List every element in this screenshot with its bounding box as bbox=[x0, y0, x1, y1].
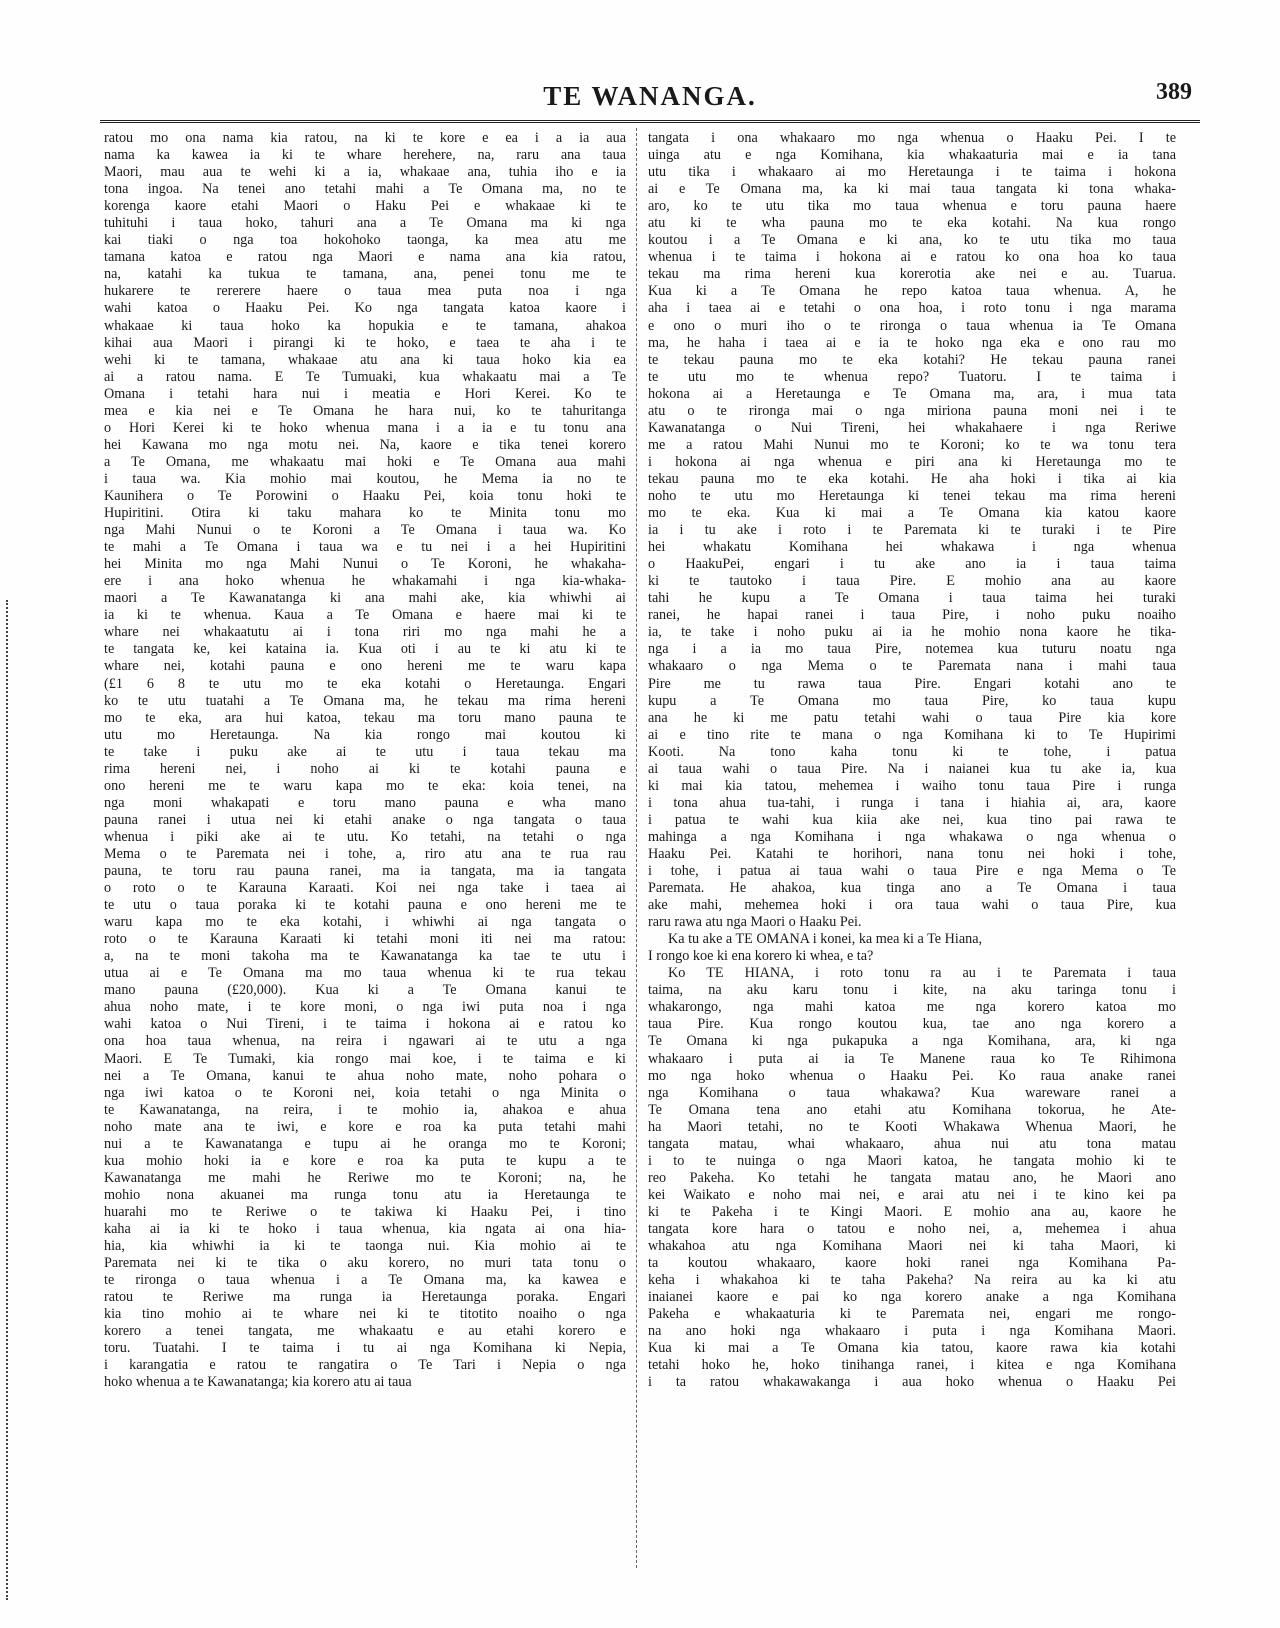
text-line: te Kawanatanga, na reira, i te mohio ia, ahakoa e ahua bbox=[104, 1101, 626, 1118]
text-line: nga Mahi Nunui o te Koroni a Te Omana i taua wa. Ko bbox=[104, 522, 626, 539]
text-line: (£1 6 8 te utu mo te eka kotahi o Heretaunga. Engari bbox=[104, 675, 626, 692]
text-line: ahua noho mate, i te kore moni, o nga iwi puta noa i nga bbox=[104, 999, 626, 1016]
text-line: ratou mo ona nama kia ratou, na ki te kore e ea i a ia aua bbox=[104, 130, 626, 146]
text-line: Kawanatanga o Nui Tireni, hei whakahaere i nga Reriwe bbox=[648, 419, 1176, 436]
text-line: i tohe, i patua ai taua wahi o taua Pire e nga Mema o Te bbox=[648, 863, 1176, 880]
text-line: hukarere te rererere haere o taua mea puta noa i nga bbox=[104, 283, 626, 300]
text-line: o HaakuPei, engari i tu ake ano ia i taua taima bbox=[648, 556, 1176, 573]
text-line: me a ratou Mahi Nunui mo te Koroni; ko te wa tonu tera bbox=[648, 436, 1176, 453]
text-line: tetahi hoko he, hoko tinihanga ranei, i kitea e nga Komihana bbox=[648, 1357, 1176, 1374]
text-line: Kua ki a Te Omana he repo katoa taua whenua. A, he bbox=[648, 283, 1176, 300]
text-line: atu ki te wha pauna mo te eka kotahi. Na kua rongo bbox=[648, 215, 1176, 232]
text-line: te mahi a Te Omana i taua wa e tu nei i a hei Hupiritini bbox=[104, 539, 626, 556]
text-line: te utu mo te whenua repo? Tuatoru. I te taima i bbox=[648, 368, 1176, 385]
text-line: whare nei, kotahi pauna e ono hereni me te waru kapa bbox=[104, 658, 626, 675]
text-line: i taua wa. Kia mohio mai koutou, he Mema ia no te bbox=[104, 470, 626, 487]
text-line: ha Maori tetahi, no te Kooti Whakawa Whenua Maori, he bbox=[648, 1118, 1176, 1135]
text-line: ma, he haha i taea ai e ia te hoko nga eka e ono rau mo bbox=[648, 334, 1176, 351]
text-line: tekau pauna mo te eka kotahi. He aha hoki i tika ai kia bbox=[648, 470, 1176, 487]
right-column bbox=[648, 130, 1176, 1570]
text-line: kua mohio hoki ia e kore e roa ka puta te kupu a te bbox=[104, 1152, 626, 1169]
text-line: hei whakatu Komihana hei whakawa i nga whenua bbox=[648, 539, 1176, 556]
text-line: roto o te Karauna Karaati ki tetahi moni iti nei ma ratou: bbox=[104, 931, 626, 948]
text-line: ai e tino rite te mana o nga Komihana ki to Te Hupirimi bbox=[648, 726, 1176, 743]
text-line: Maori, mau aua te wehi ki a ia, whakaae ana, tuhia iho e ia bbox=[104, 164, 626, 181]
text-line: ia, te take i noho puku ai ia he mohio nona kaore he tika- bbox=[648, 624, 1176, 641]
text-line: ake mahi, mehemea hoki i ora taua wahi o taua Pire, kua bbox=[648, 897, 1176, 914]
text-line: inaianei kaore e pai ko nga korero anake a nga Komihana bbox=[648, 1289, 1176, 1306]
text-line: aro, ko te utu tika mo taua whenua e toru pauna haere bbox=[648, 198, 1176, 215]
text-line: tuhituhi i taua hoko, tahuri ana a Te Omana ma ki nga bbox=[104, 215, 626, 232]
text-line: hokona ai a Heretaunga e Te Omana ma, ara, i mua tata bbox=[648, 385, 1176, 402]
text-line: Te Omana ki nga pukapuka a nga Komihana, ara, ki nga bbox=[648, 1033, 1176, 1050]
text-line: i to te nuinga o nga Maori katoa, he tangata mohio ki te bbox=[648, 1152, 1176, 1169]
text-line: nui a te Kawanatanga e tupu ai he oranga mo te Koroni; bbox=[104, 1135, 626, 1152]
text-line: ana he ki me patu tetahi wahi o taua Pire kia kore bbox=[648, 709, 1176, 726]
text-line: whakaaro o nga Mema o te Paremata nana i mahi taua bbox=[648, 658, 1176, 675]
text-line: Kaunihera o Te Porowini o Haaku Pei, koia tonu hoki te bbox=[104, 487, 626, 504]
text-line: taima, na aku karu tonu i kite, na aku taringa tonu i bbox=[648, 982, 1176, 999]
text-line: i patua te wahi kua kiia ake nei, kua tino pai rawa te bbox=[648, 811, 1176, 828]
text-line: wehi ki te tamana, whakaae atu ana ki taua hoko kia ea bbox=[104, 351, 626, 368]
text-line: noho mate ana te iwi, e kore e roa ka puta tetahi mahi bbox=[104, 1118, 626, 1135]
text-line: ona hoa taua whenua, na reira i ngawari ai te utu a nga bbox=[104, 1033, 626, 1050]
text-line: atu o te rironga mai o nga miriona pauna moni nei i te bbox=[648, 402, 1176, 419]
text-line: kei Waikato e noho mai nei, e arai atu nei i te kino kei pa bbox=[648, 1186, 1176, 1203]
text-line: wahi katoa o Nui Tireni, i te taima i hokona ai e ratou ko bbox=[104, 1016, 626, 1033]
text-line: tona ingoa. Na tenei ano tetahi mahi a Te Omana ma, no te bbox=[104, 181, 626, 198]
text-line: Kua ki mai a Te Omana kia tatou, kaore rawa kia kotahi bbox=[648, 1340, 1176, 1357]
text-line: nga iwi katoa o te Koroni nei, koia tetahi o nga Minita o bbox=[104, 1084, 626, 1101]
text-line: na ano hoki nga whakaaro i puta i nga Komihana Maori. bbox=[648, 1323, 1176, 1340]
text-line: kupu a Te Omana mo taua Pire, ko taua kupu bbox=[648, 692, 1176, 709]
text-line: I rongo koe ki ena korero ki whea, e ta? bbox=[648, 948, 874, 965]
page-number: 389 bbox=[1156, 79, 1192, 105]
text-line: Paremata nei ki te tika o aku korero, no muri tata tonu o bbox=[104, 1255, 626, 1272]
text-line: Kawanatanga me mahi he Reriwe mo te Koroni; na, he bbox=[104, 1169, 626, 1186]
text-line: tamana katoa e ratou nga Maori e nama ana kia ratou, bbox=[104, 249, 626, 266]
text-line: Maori. E Te Tumaki, kia rongo mai koe, i te taima e ki bbox=[104, 1050, 626, 1067]
text-line: kaha ai ia ki te hoko i taua whenua, kia ngata ai ona hia- bbox=[104, 1221, 626, 1237]
text-line: utu tika i whakaaro ai mo Heretaunga i te taima i hokona bbox=[648, 164, 1176, 181]
text-line: kihai aua Maori i pirangi ki te hoko, e taea te aha i te bbox=[104, 334, 626, 351]
text-line: tangata matau, whai whakaaro, ahua nui atu tona matau bbox=[648, 1135, 1176, 1152]
text-line: i tona ahua tua-tahi, i runga i tana i hiahia ai, ara, kaore bbox=[648, 794, 1176, 811]
text-line: mohio nona akuanei ma runga tonu atu ia Heretaunga te bbox=[104, 1186, 626, 1203]
page-header bbox=[100, 75, 1200, 115]
text-line: Paremata. He ahakoa, kua tinga ano a Te Omana i taua bbox=[648, 880, 1176, 897]
text-line: tekau ma rima hereni kua korerotia ake nei e au. Tuarua. bbox=[648, 266, 1176, 283]
text-line: Mema o te Paremata nei i tohe, a, riro atu ana te rua rau bbox=[104, 845, 626, 862]
text-line: ko te utu tuatahi a Te Omana ma, he tekau ma rima hereni bbox=[104, 692, 626, 709]
text-line: mo te eka. Kua ki mai a Te Omana kia katou kaore bbox=[648, 505, 1176, 522]
text-line: nei a Te Omana, kanui te ahua noho mate, noho pohara o bbox=[104, 1067, 626, 1084]
text-line: na, katahi ka tukua te tamana, ana, penei tonu me te bbox=[104, 266, 626, 283]
text-line: te tangata ke, kei kataina ia. Kua oti i au te ki atu ki te bbox=[104, 641, 626, 658]
text-line: Omana i tetahi hara nui i meatia e Hori Kerei. Ko te bbox=[104, 385, 626, 402]
text-line: koutou i a Te Omana e ki ana, ko te utu tika mo taua bbox=[648, 232, 1176, 249]
text-line: kia tino mohio ai te whare nei ki te titotito noaiho o nga bbox=[104, 1306, 626, 1323]
text-line: Te Omana tena ano etahi atu Komihana tokorua, he Ate- bbox=[648, 1101, 1176, 1118]
text-line: whenua i te taima i hokona ai e ratou ko ona hoa ko taua bbox=[648, 249, 1176, 266]
text-line: whakahoa atu nga Komihana Maori nei ki taha Maori, ki bbox=[648, 1238, 1176, 1255]
text-line: e ono o muri iho o te rironga o taua whenua ia Te Omana bbox=[648, 317, 1176, 334]
text-line: pauna, te toru rau pauna ranei, ma ia tangata, ma ia tangata bbox=[104, 863, 626, 880]
text-line: whenua i piki ake ai te utu. Ko tetahi, na tetahi o nga bbox=[104, 828, 626, 845]
column-divider bbox=[636, 128, 637, 1568]
text-line: hei Kawana mo nga motu nei. Na, kaore e tika tenei korero bbox=[104, 436, 626, 453]
text-line: pauna ranei i utua nei ki etahi anake o nga tangata o taua bbox=[104, 811, 626, 828]
text-line: taua Pire. Kua rongo koutou kua, tae ano nga korero a bbox=[648, 1016, 1176, 1033]
text-line: utua ai e Te Omana ma mo taua whenua ki te rua tekau bbox=[104, 965, 626, 982]
text-line: nga moni whakapati e toru mano pauna e wha mano bbox=[104, 794, 626, 811]
text-line: mea e kia nei e Te Omana he hara nui, ko te tahuritanga bbox=[104, 402, 626, 419]
text-line: tangata i ona whakaaro mo nga whenua o Haaku Pei. I te bbox=[648, 130, 1176, 146]
text-line: a Te Omana, me whakaatu mai hoki e Te Omana aua mahi bbox=[104, 453, 626, 470]
text-line: korero a tenei tangata, me whakaatu e au etahi korero e bbox=[104, 1323, 626, 1340]
text-line: whakaaro i puta ai ia Te Manene raua ko Te Rihimona bbox=[648, 1050, 1176, 1067]
text-line: korenga kaore etahi Maori o Haku Pei e whakaae ki te bbox=[104, 198, 626, 215]
text-line: waru kapa mo te eka kotahi, i whiwhi ai nga tangata o bbox=[104, 914, 626, 931]
text-line: Ko TE HIANA, i roto tonu ra au i te Paremata i taua bbox=[668, 965, 1176, 982]
text-line: o roto o te Karauna Karaati. Koi nei nga take i taea ai bbox=[104, 880, 626, 897]
text-line: hei Minita mo nga Mahi Nunui o Te Koroni, he whakaha- bbox=[104, 556, 626, 573]
header-rule bbox=[100, 120, 1200, 123]
text-line: Pire me tu rawa taua Pire. Engari kotahi ano te bbox=[648, 675, 1176, 692]
text-line: Hupiritini. Otira ki taku mahara ko te Minita tonu mo bbox=[104, 505, 626, 522]
text-line: nama ka kawea ia ki te whare herehere, na, raru ana taua bbox=[104, 147, 626, 164]
text-line: ta koutou whakaaro, kaore hoki ranei nga Komihana Pa- bbox=[648, 1255, 1176, 1272]
text-line: huarahi mo te Reriwe o te takiwa ki Haaku Pei, i tino bbox=[104, 1203, 626, 1220]
text-line: ai taua wahi o taua Pire. Na i naianei kua tu ake ia, kua bbox=[648, 760, 1176, 777]
text-line: whare nei whakaatutu ai i tona riri mo nga mahi he a bbox=[104, 624, 626, 641]
text-line: i karangatia e ratou te rangatira o Te Tari i Nepia o nga bbox=[104, 1357, 626, 1374]
text-line: te tekau pauna mo te eka kotahi? He tekau pauna ranei bbox=[648, 351, 1176, 368]
text-line: whakaae ki taua hoko ka hopukia e te tamana, ahakoa bbox=[104, 317, 626, 334]
text-line: ere i ana hoko whenua he whakamahi i nga kia-whaka- bbox=[104, 573, 626, 590]
text-line: raru rawa atu nga Maori o Haaku Pei. bbox=[648, 914, 862, 931]
text-line: te rironga o taua whenua i a Te Omana ma, ka kawea e bbox=[104, 1272, 626, 1289]
text-line: hia, kia whiwhi ia ki te taonga nui. Kia mohio ai te bbox=[104, 1238, 626, 1255]
text-line: whakarongo, nga mahi katoa me nga korero katoa mo bbox=[648, 999, 1176, 1016]
text-line: wahi katoa o Haaku Pei. Ko nga tangata katoa kaore i bbox=[104, 300, 626, 317]
text-line: ia i tu ake i roto i te Paremata ki te turaki i te Pire bbox=[648, 522, 1176, 539]
text-line: mano pauna (£20,000). Kua ki a Te Omana kanui te bbox=[104, 982, 626, 999]
text-line: tangata kore hara o tatou e noho nei, a, mehemea i ahua bbox=[648, 1221, 1176, 1237]
text-line: ai a ratou nama. E Te Tumuaki, kua whakaatu mai a Te bbox=[104, 368, 626, 385]
text-line: toru. Tuatahi. I te taima i tu ai nga Komihana ki Nepia, bbox=[104, 1340, 626, 1357]
text-line: reo Pakeha. Ko tetahi he tangata matau ano, he Maori ano bbox=[648, 1169, 1176, 1186]
text-line: te take i puku ake ai te utu i taua tekau ma bbox=[104, 743, 626, 760]
text-line: a, na te moni takoha ma te Kawanatanga ka tae te utu i bbox=[104, 948, 626, 965]
text-line: Ka tu ake a TE OMANA i konei, ka mea ki a Te Hiana, bbox=[668, 931, 983, 948]
text-line: ai e Te Omana ma, ka ki mai taua tangata ki tona whaka- bbox=[648, 181, 1176, 198]
text-line: o Hori Kerei ki te hoko whenua mana i a ia e tu tonu ana bbox=[104, 419, 626, 436]
text-line: te utu o taua poraka ki te kotahi pauna e ono hereni me te bbox=[104, 897, 626, 914]
text-line: maori a Te Kawanatanga ki ana mahi ake, kia whiwhi ai bbox=[104, 590, 626, 607]
text-line: ranei, he hapai ranei i taua Pire, i noho puku noaiho bbox=[648, 607, 1176, 624]
text-line: tahi he kupu a Te Omana i taua taima hei turaki bbox=[648, 590, 1176, 607]
text-line: Haaku Pei. Katahi te horihori, nana tonu nei hoki i tohe, bbox=[648, 845, 1176, 862]
page-edge-mark bbox=[6, 600, 11, 1600]
text-line: keha i whakahoa ki te taha Pakeha? Na reira au ka ki atu bbox=[648, 1272, 1176, 1289]
text-line: aha i taea ai e tetahi o ona hoa, i roto tonu i nga marama bbox=[648, 300, 1176, 317]
text-line: utu mo Heretaunga. Na kia rongo mai koutou ki bbox=[104, 726, 626, 743]
text-line: mo te eka, ara hui katoa, tekau ma toru mano pauna te bbox=[104, 709, 626, 726]
text-line: kai tiaki o nga toa hokohoko taonga, ka mea atu me bbox=[104, 232, 626, 249]
newspaper-masthead: TE WANANGA. bbox=[543, 81, 757, 111]
text-line: Kooti. Na tono kaha tonu ki te tohe, i patua bbox=[648, 743, 1176, 760]
text-line: rima hereni nei, i noho ai ki te kotahi pauna e bbox=[104, 760, 626, 777]
text-line: uinga atu e nga Komihana, kia whakaaturia mai e ia tana bbox=[648, 147, 1176, 164]
text-line: i ta ratou whakawakanga i aua hoko whenua o Haaku Pei bbox=[648, 1374, 1176, 1391]
text-line: i hokona ai nga whenua e piri ana ki Heretaunga mo te bbox=[648, 453, 1176, 470]
text-line: ia ki te whenua. Kaua a Te Omana e haere mai ki te bbox=[104, 607, 626, 624]
left-column bbox=[104, 130, 626, 1570]
text-line: Pakeha e whakaaturia ki te Paremata nei, engari me rongo- bbox=[648, 1306, 1176, 1323]
text-line: ki te tautoko i taua Pire. E mohio ana au kaore bbox=[648, 573, 1176, 590]
text-line: ki te Pakeha i te Kingi Maori. E mohio ana au, kaore he bbox=[648, 1203, 1176, 1220]
text-line: ki mai kia tatou, mehemea i waiho tonu taua Pire i runga bbox=[648, 777, 1176, 794]
text-line: nga Komihana o taua whakawa? Kua wareware ranei a bbox=[648, 1084, 1176, 1101]
text-line: nga i a ia mo taua Pire, notemea kua tuturu noatu nga bbox=[648, 641, 1176, 658]
text-line: mahinga a nga Komihana i nga whakawa o nga whenua o bbox=[648, 828, 1176, 845]
text-line: mo nga hoko whenua o Haaku Pei. Ko raua anake ranei bbox=[648, 1067, 1176, 1084]
text-line: ratou te Reriwe ma runga ia Heretaunga poraka. Engari bbox=[104, 1289, 626, 1306]
text-line: ono hereni me te waru kapa mo te eka: koia tenei, na bbox=[104, 777, 626, 794]
text-line: noho te utu mo Heretaunga ki tenei tekau ma rima hereni bbox=[648, 487, 1176, 504]
text-line: hoko whenua a te Kawanatanga; kia korero atu ai taua bbox=[104, 1374, 412, 1391]
